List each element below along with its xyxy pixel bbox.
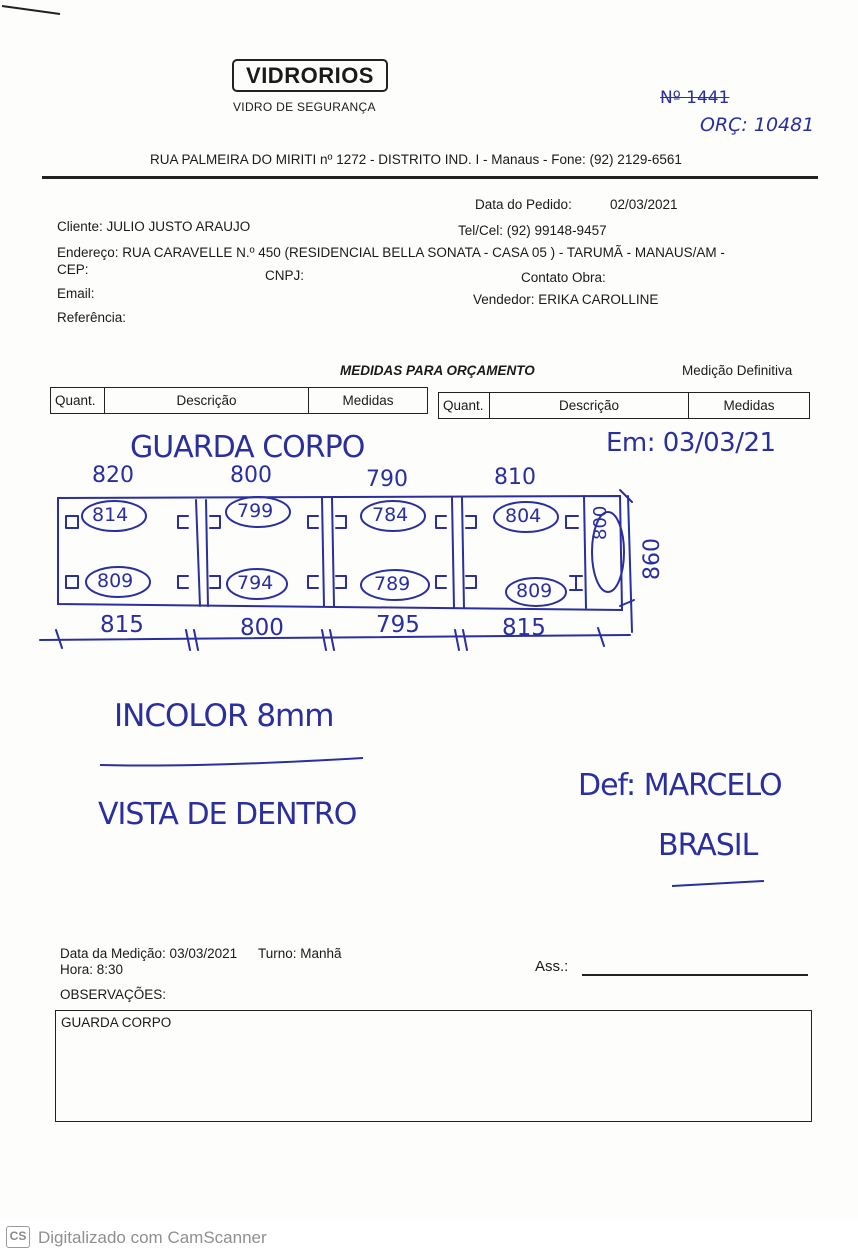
- upper-circled-1: 814: [92, 504, 129, 526]
- signature-label: Ass.:: [535, 958, 569, 975]
- measures-title: MEDIDAS PARA ORÇAMENTO: [340, 363, 535, 378]
- right-circled-value: 800: [590, 505, 611, 540]
- struck-number: Nº 1441: [660, 88, 730, 108]
- col-desc-right: Descrição: [490, 393, 689, 419]
- top-dim-4: 810: [494, 465, 536, 490]
- signature-line: [582, 974, 808, 976]
- sketch-date: Em: 03/03/21: [606, 428, 776, 458]
- sketch-title: GUARDA CORPO: [130, 430, 365, 465]
- bottom-dim-1: 815: [100, 612, 144, 638]
- orc-number: ORÇ: 10481: [700, 114, 815, 136]
- client-address: Endereço: RUA CARAVELLE N.º 450 (RESIDENCIAL BELLA SONATA - CASA 05 ) - TARUMÃ - MANAUS/AM -: [57, 245, 725, 260]
- top-dim-3: 790: [366, 467, 408, 492]
- bottom-dim-2: 800: [240, 615, 284, 641]
- col-desc-left: Descrição: [105, 388, 309, 414]
- observations-label: OBSERVAÇÕES:: [60, 987, 167, 1002]
- order-date-value: 02/03/2021: [610, 197, 678, 212]
- upper-circled-2: 799: [237, 500, 274, 522]
- upper-circled-3: 784: [372, 504, 409, 526]
- corner-pen-mark: [0, 0, 70, 20]
- order-date-label: Data do Pedido:: [475, 197, 572, 212]
- col-quant-right: Quant.: [439, 393, 490, 419]
- company-logo: VIDRORIOS: [232, 59, 388, 92]
- cep-label: CEP:: [57, 262, 89, 277]
- company-address: RUA PALMEIRA DO MIRITI nº 1272 - DISTRITO IND. I - Manaus - Fone: (92) 2129-6561: [150, 152, 682, 167]
- view-note: VISTA DE DENTRO: [98, 797, 357, 832]
- bottom-dim-4: 815: [502, 615, 546, 641]
- measures-status: Medição Definitiva: [682, 363, 793, 378]
- client-phone: Tel/Cel: (92) 99148-9457: [458, 223, 607, 238]
- observations-box: [55, 1010, 812, 1122]
- signature-underline: [670, 876, 770, 890]
- seller-name: Vendedor: ERIKA CAROLLINE: [473, 292, 659, 307]
- client-name: Cliente: JULIO JUSTO ARAUJO: [57, 219, 251, 234]
- bottom-dim-3: 795: [376, 612, 420, 638]
- top-dim-2: 800: [230, 463, 272, 488]
- company-tagline: VIDRO DE SEGURANÇA: [233, 100, 376, 114]
- lower-circled-2: 794: [237, 572, 274, 594]
- measures-table-right: [438, 392, 810, 419]
- lower-circled-3: 789: [374, 573, 411, 595]
- lower-circled-1: 809: [97, 570, 134, 592]
- upper-circled-4: 804: [505, 505, 542, 527]
- measures-table-left: [50, 387, 428, 414]
- measure-shift: Turno: Manhã: [258, 946, 342, 961]
- lower-circled-4: 809: [516, 580, 553, 602]
- signature-line-1: Def: MARCELO: [578, 768, 782, 803]
- note-underline: [98, 755, 368, 771]
- top-dim-1: 820: [92, 463, 134, 488]
- col-measures-left: Medidas: [309, 388, 428, 414]
- cnpj-label: CNPJ:: [265, 268, 305, 283]
- contact-label: Contato Obra:: [521, 270, 606, 285]
- camscanner-logo: CS: [6, 1226, 30, 1248]
- camscanner-text: Digitalizado com CamScanner: [38, 1228, 267, 1247]
- measure-time: Hora: 8:30: [60, 962, 124, 977]
- observations-text: GUARDA CORPO: [61, 1015, 172, 1030]
- signature-line-2: BRASIL: [658, 828, 758, 863]
- col-measures-right: Medidas: [689, 393, 810, 419]
- reference-label: Referência:: [57, 310, 127, 325]
- col-quant-left: Quant.: [51, 388, 105, 414]
- right-dim-value: 860: [640, 538, 665, 580]
- measure-date: Data da Medição: 03/03/2021: [60, 946, 238, 961]
- email-label: Email:: [57, 286, 95, 301]
- glass-note: INCOLOR 8mm: [114, 698, 334, 734]
- header-rule: [42, 176, 818, 179]
